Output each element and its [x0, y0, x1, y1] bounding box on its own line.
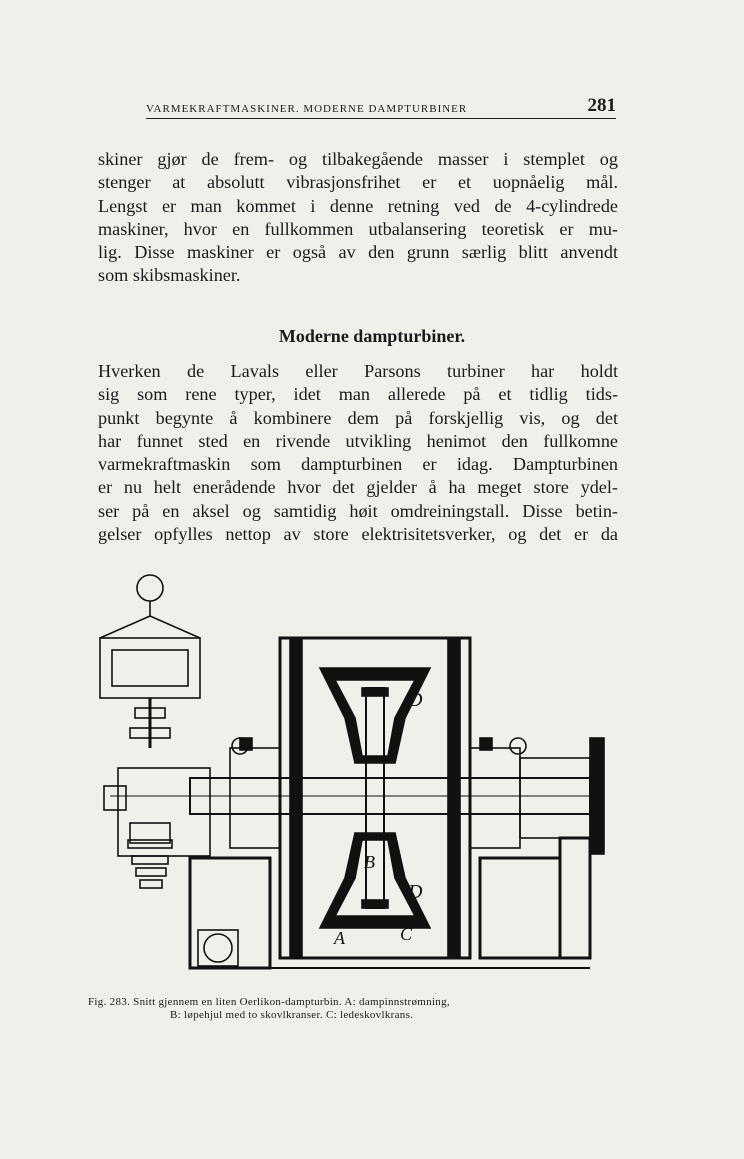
text-line: Hverken de Lavals eller Parsons turbiner har holdt: [98, 361, 618, 381]
text-line: er nu helt enerådende hvor det gjelder å ha meget store ydel-: [98, 477, 618, 498]
figure-label-b: B: [364, 852, 375, 872]
text-line: ser på en aksel og samtidig høit omdreiningstall. Disse betin-: [98, 500, 618, 521]
paragraph-1: [98, 148, 618, 288]
figure-label-d-top: D: [408, 689, 423, 711]
figure-label-a: A: [334, 928, 345, 948]
running-header: [146, 95, 616, 119]
caption-line-2: B: løpehjul med to skovlkranser. C: ledeskovlkrans.: [170, 1008, 414, 1021]
text-line: sig som rene typer, idet man allerede på et tidlig tids-: [98, 384, 618, 405]
paragraph-2: [98, 360, 618, 546]
text-line: maskiner, hvor en fullkommen utbalansering teoretisk er mu-: [98, 218, 618, 239]
figure-label-c: C: [400, 924, 413, 944]
text-line: punkt begynte å kombinere dem på forskjellig vis, og det: [98, 407, 618, 428]
figure-caption: [88, 996, 608, 1021]
section-heading: Moderne dampturbiner.: [278, 326, 466, 346]
text-line: skiner gjør de frem- og tilbakegående masser i stemplet og: [98, 149, 618, 169]
text-line: varmekraftmaskin som dampturbinen er idag. Dampturbinen: [98, 454, 618, 475]
text-line: gelser opfylles nettop av store elektrisitetsverker, og det er da: [98, 524, 618, 545]
text-line: som skibsmaskiner.: [98, 265, 241, 286]
turbine-cross-section-figure: [90, 568, 610, 988]
page-number: 281: [587, 95, 616, 116]
figure-label-d-bottom: D: [408, 881, 423, 903]
text-line: har funnet sted en rivende utvikling henimot den fullkomne: [98, 430, 618, 451]
caption-line-1: Fig. 283. Snitt gjennem en liten Oerlikon-dampturbin. A: dampinnstrømning,: [88, 996, 450, 1008]
text-line: stenger at absolutt vibrasjonsfrihet er et uopnåelig mål.: [98, 172, 618, 193]
text-line: lig. Disse maskiner er også av den grunn særlig blitt anvendt: [98, 242, 618, 263]
running-title: VARMEKRAFTMASKINER. MODERNE DAMPTURBINER: [146, 103, 468, 115]
text-line: Lengst er man kommet i denne retning ved de 4-cylindrede: [98, 195, 618, 216]
